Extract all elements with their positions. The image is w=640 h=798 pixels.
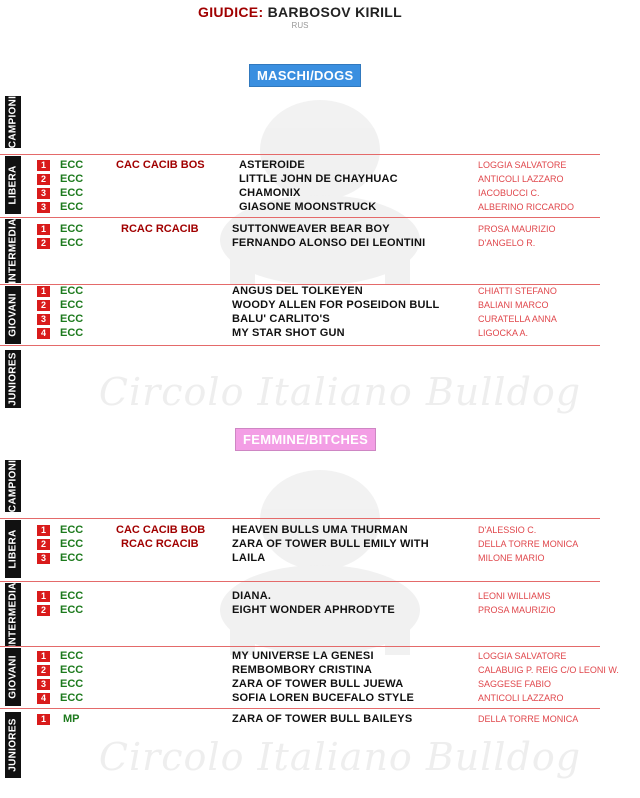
qualification: ECC [60, 159, 84, 171]
list-item [0, 692, 600, 706]
qualification: ECC [60, 678, 84, 690]
class-label-giovani: GIOVANI [5, 286, 21, 344]
separator [0, 217, 600, 218]
dog-name: GIASONE MOONSTRUCK [239, 201, 377, 213]
dog-name: WOODY ALLEN FOR POSEIDON BULL [232, 299, 440, 311]
rank-badge: 2 [37, 300, 50, 311]
judge-header [0, 4, 600, 30]
dog-name: FERNANDO ALONSO DEI LEONTINI [232, 237, 426, 249]
list-item [0, 187, 600, 201]
dog-name: HEAVEN BULLS UMA THURMAN [232, 524, 408, 536]
separator [0, 581, 600, 582]
owner-name: CURATELLA ANNA [478, 314, 557, 324]
qualification: ECC [60, 650, 84, 662]
rank-badge: 1 [37, 286, 50, 297]
owner-name: LOGGIA SALVATORE [478, 651, 567, 661]
qualification: ECC [60, 692, 84, 704]
rank-badge: 3 [37, 553, 50, 564]
class-label-intermedia: INTERMEDIA [5, 219, 21, 283]
separator [0, 154, 600, 155]
class-label-juniores: JUNIORES [5, 712, 21, 778]
owner-name: DELLA TORRE MONICA [478, 714, 579, 724]
owner-name: LOGGIA SALVATORE [478, 160, 567, 170]
separator [0, 518, 600, 519]
rank-badge: 1 [37, 591, 50, 602]
rank-badge: 4 [37, 328, 50, 339]
rank-badge: 1 [37, 714, 50, 725]
qualification: ECC [60, 201, 84, 213]
class-label-campioni: CAMPIONI [5, 96, 21, 148]
class-label-intermedia: INTERMEDIA [5, 583, 21, 647]
list-item [0, 285, 600, 299]
list-item [0, 327, 600, 341]
list-item [0, 552, 600, 566]
owner-name: LEONI WILLIAMS [478, 591, 551, 601]
rank-badge: 2 [37, 665, 50, 676]
list-item [0, 299, 600, 313]
qualification: ECC [60, 313, 84, 325]
list-item [0, 713, 600, 727]
qualification: MP [63, 713, 80, 725]
class-label-giovani: GIOVANI [5, 648, 21, 706]
judge-name: BARBOSOV KIRILL [267, 4, 402, 20]
section-title-bitches: FEMMINE/BITCHES [235, 428, 376, 451]
list-item [0, 173, 600, 187]
qualification: ECC [60, 604, 84, 616]
list-item [0, 604, 600, 618]
rank-badge: 3 [37, 679, 50, 690]
dog-name: LITTLE JOHN DE CHAYHUAC [239, 173, 398, 185]
owner-name: BALIANI MARCO [478, 300, 549, 310]
rank-badge: 1 [37, 224, 50, 235]
rank-badge: 4 [37, 693, 50, 704]
dog-name: MY STAR SHOT GUN [232, 327, 345, 339]
award: RCAC RCACIB [121, 538, 199, 550]
dog-name: MY UNIVERSE LA GENESI [232, 650, 374, 662]
list-item [0, 201, 600, 215]
owner-name: PROSA MAURIZIO [478, 224, 556, 234]
owner-name: D'ANGELO R. [478, 238, 536, 248]
class-label-campioni: CAMPIONI [5, 460, 21, 512]
qualification: ECC [60, 173, 84, 185]
dog-name: ASTEROIDE [239, 159, 305, 171]
award: RCAC RCACIB [121, 223, 199, 235]
dog-name: ZARA OF TOWER BULL EMILY WITH [232, 538, 429, 550]
owner-name: PROSA MAURIZIO [478, 605, 556, 615]
rank-badge: 1 [37, 651, 50, 662]
rank-badge: 3 [37, 314, 50, 325]
rank-badge: 2 [37, 174, 50, 185]
class-label-juniores: JUNIORES [5, 350, 21, 408]
class-label-libera: LIBERA [5, 156, 21, 214]
dog-name: SUTTONWEAVER BEAR BOY [232, 223, 390, 235]
rank-badge: 2 [37, 605, 50, 616]
separator [0, 646, 600, 647]
rank-badge: 1 [37, 160, 50, 171]
dog-name: BALU' CARLITO'S [232, 313, 330, 325]
judge-line [0, 4, 600, 20]
judge-label: GIUDICE: [198, 4, 264, 20]
owner-name: CHIATTI STEFANO [478, 286, 557, 296]
list-item [0, 159, 600, 173]
watermark-text: Circolo Italiano Bulldog [98, 370, 582, 414]
owner-name: CALABUIG P. REIG C/O LEONI W. [478, 665, 619, 675]
owner-name: MILONE MARIO [478, 553, 545, 563]
qualification: ECC [60, 327, 84, 339]
list-item [0, 664, 619, 678]
qualification: ECC [60, 524, 84, 536]
owner-name: LIGOCKA A. [478, 328, 529, 338]
owner-name: D'ALESSIO C. [478, 525, 537, 535]
list-item [0, 237, 600, 251]
dog-name: SOFIA LOREN BUCEFALO STYLE [232, 692, 415, 704]
separator [0, 708, 600, 709]
list-item [0, 223, 600, 237]
watermark-text: Circolo Italiano Bulldog [98, 735, 582, 779]
owner-name: SAGGESE FABIO [478, 679, 552, 689]
rank-badge: 2 [37, 238, 50, 249]
owner-name: DELLA TORRE MONICA [478, 539, 579, 549]
owner-name: IACOBUCCI C. [478, 188, 540, 198]
rank-badge: 2 [37, 539, 50, 550]
award: CAC CACIB BOS [116, 159, 205, 171]
list-item [0, 313, 600, 327]
qualification: ECC [60, 664, 84, 676]
qualification: ECC [60, 237, 84, 249]
qualification: ECC [60, 223, 84, 235]
dog-name: DIANA. [232, 590, 272, 602]
owner-name: ANTICOLI LAZZARO [478, 174, 564, 184]
award: CAC CACIB BOB [116, 524, 206, 536]
dog-name: REMBOMBORY CRISTINA [232, 664, 373, 676]
list-item [0, 538, 600, 552]
list-item [0, 650, 600, 664]
list-item [0, 524, 600, 538]
qualification: ECC [60, 285, 84, 297]
dog-name: CHAMONIX [239, 187, 301, 199]
rank-badge: 3 [37, 188, 50, 199]
list-item [0, 678, 600, 692]
dog-name: ZARA OF TOWER BULL BAILEYS [232, 713, 413, 725]
qualification: ECC [60, 187, 84, 199]
judge-country: RUS [291, 21, 309, 30]
dog-name: ANGUS DEL TOLKEYEN [232, 285, 363, 297]
section-title-dogs: MASCHI/DOGS [249, 64, 361, 87]
class-label-libera: LIBERA [5, 520, 21, 578]
qualification: ECC [60, 538, 84, 550]
owner-name: ANTICOLI LAZZARO [478, 693, 564, 703]
qualification: ECC [60, 590, 84, 602]
qualification: ECC [60, 299, 84, 311]
dog-name: EIGHT WONDER APHRODYTE [232, 604, 395, 616]
owner-name: ALBERINO RICCARDO [478, 202, 575, 212]
rank-badge: 1 [37, 525, 50, 536]
dog-name: LAILA [232, 552, 266, 564]
dog-name: ZARA OF TOWER BULL JUEWA [232, 678, 404, 690]
qualification: ECC [60, 552, 84, 564]
separator [0, 345, 600, 346]
list-item [0, 590, 600, 604]
rank-badge: 3 [37, 202, 50, 213]
